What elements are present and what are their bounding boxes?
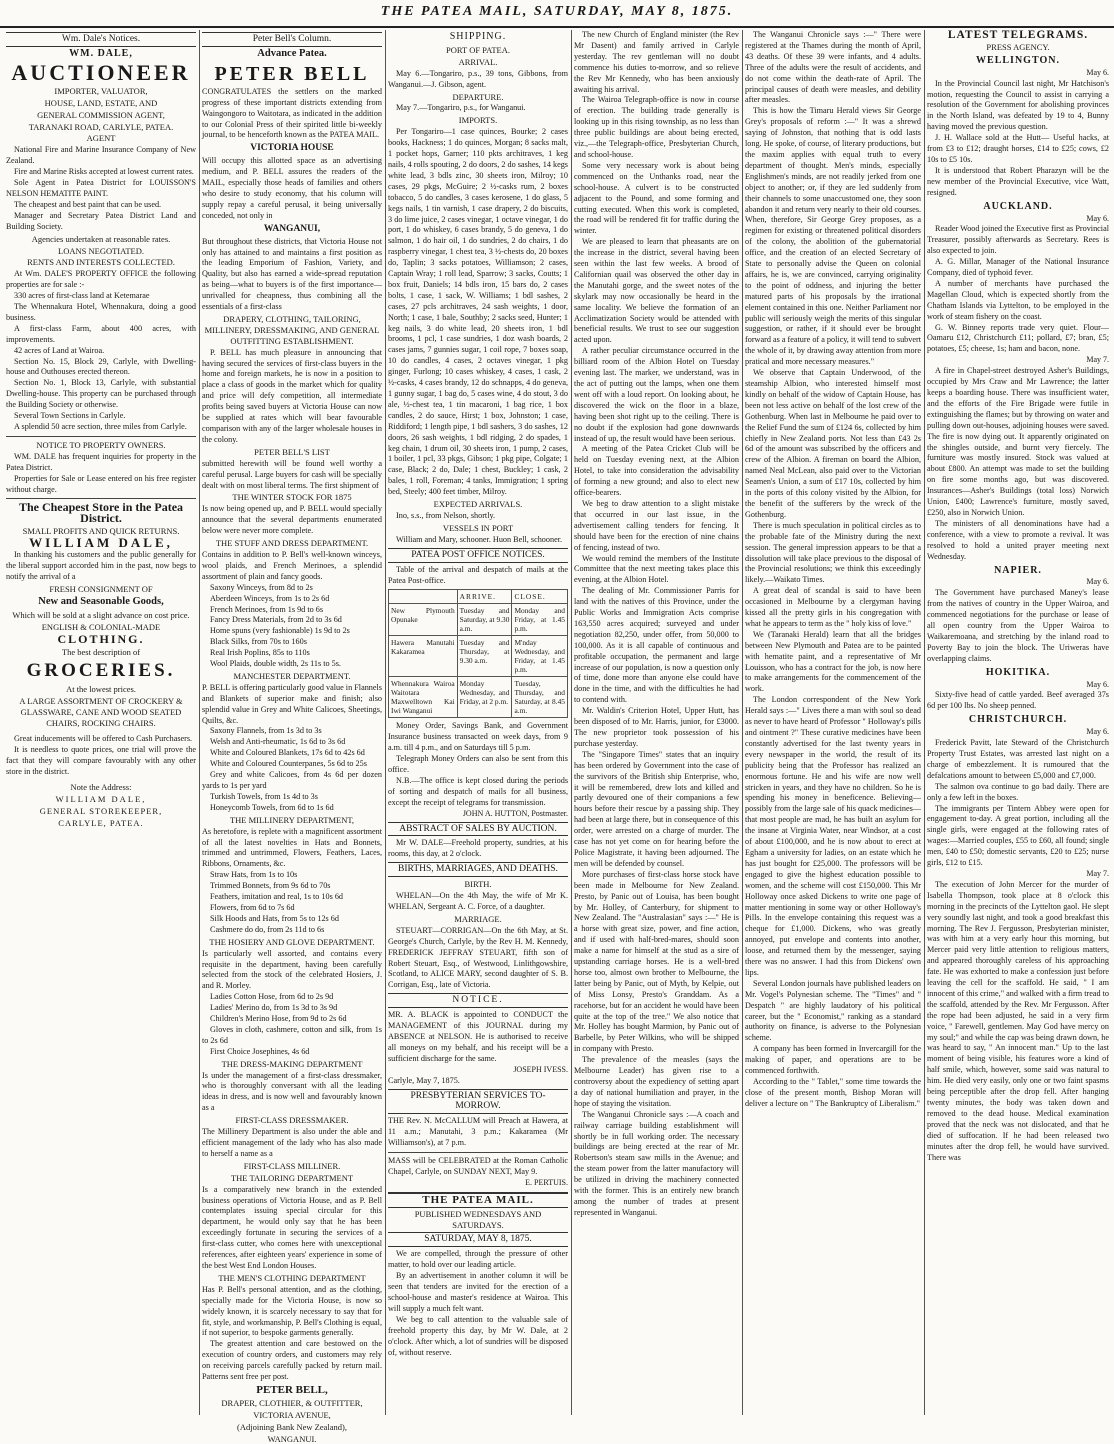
signature-address: (Adjoining Bank New Zealand), bbox=[237, 1421, 347, 1432]
lowest-prices: At the lowest prices. bbox=[66, 684, 136, 695]
intro-text: CONGRATULATES the settlers on the marked progress of these important districts extending from Waingongoro to Waitotara, as indicated in the addition to our Colonial Press of their spirited little bi-weekly journal, to be henceforth known as the PATEA MAIL. bbox=[202, 86, 382, 140]
table-row bbox=[389, 636, 568, 677]
table-row bbox=[389, 677, 568, 718]
fresh-consignment: FRESH CONSIGNMENT OF bbox=[49, 583, 153, 594]
ad-line: The cheapest and best paint that can be used. bbox=[14, 199, 162, 209]
telegrams-heading: LATEST TELEGRAMS. bbox=[947, 29, 1089, 41]
victoria-text: Will occupy this allotted space as an advertising medium, and P. BELL assures the readers of the MAIL, especially those heads of families and others who desire to study economy, that his column will supply repay a careful perusal, it being universally conceded, not only in bbox=[202, 156, 382, 220]
news-paragraph: A company has been formed in Invercargill for the making of paper, and operations are to be commenced forthwith. bbox=[745, 1044, 921, 1076]
news-paragraph: The "Singapore Times" states that an inquiry has been ordered by Government into the case of the survivors of the British ship Enterprise, who, it will be remembered, drew lots and killed and partly devoured one of their companions a few hours before their rescue by a passing ship. They had been at large there, but in consequence of this order, were arrested on a charge of murder. The case has not yet come on for hearing before the Police Magistrate, it having been adjourned. The men will be defended by counsel. bbox=[574, 749, 739, 868]
telegram-date: May 7. bbox=[1086, 355, 1109, 365]
william-dale-name: WILLIAM DALE, bbox=[29, 535, 173, 551]
telegram-date: May 6. bbox=[1086, 67, 1109, 77]
abstract-text: Mr W. DALE—Freehold property, sundries, at his rooms, this day, at 2 o'clock. bbox=[388, 838, 568, 859]
property-item: Section No. 1, Block 13, Carlyle, with substantial Dwelling-house. This property can be purchased through the Building Society or otherwise. bbox=[6, 378, 196, 410]
ad-line: LOANS NEGOTIATED. bbox=[58, 245, 144, 256]
news-paragraph: A great deal of scandal is said to have been occasioned in Melbourne by a clergyman having kissed all the pretty girls in his congregation with what he appears to term as the " holy kiss of love." bbox=[745, 586, 921, 628]
notice-text: MR. A. BLACK is appointed to CONDUCT the MANAGEMENT of this JOURNAL during my ABSENCE at NELSON. He is authorised to receive all moneys on my behalf, and his receipt will be a sufficient discharge for the same. bbox=[388, 1010, 568, 1063]
place-heading: HOKITIKA. bbox=[985, 666, 1051, 678]
imports-text: Per Tongariro—1 case quinces, Bourke; 2 cases books, Hackness; 1 do quinces, Morgan; 8 sacks malt, 1 pocket hops, Garner; 110 pkts architraves, 1 keg nails, 4 rolls spouting, 2 do doors, 2 do sashes, 14 kegs white lead, 3 bdls zinc, 30 sheets iron, Milroy; 10 cases, 29 pkgs, McGuire; 2 ½-casks rum, 2 boxes tobacco, 5 do candles, 3 cases kerosene, 1 do glass, 5 kegs nails, 1 tin varnish, 1 case drapery, 2 do biscuits, 3 do lime juice, 2 cases vinegar, 1 octave vinegar, 1 do port, 1 do whiskey, 6 cases brandy, 5 do geneva, 1 do salmon, 1 do hair oil, 1 do sundries, 2 do chairs, 1 do raspberry vinegar, 1 chest tea, 3 ½-chests do, 20 boxes do, Taplin; 3 sacks potatoes, Williamson; 2 cases, Captain Wray; 1 roll lead, Sparrow; 3 sacks, Coutts; 1 box fruit, Daniels; 14 bdls iron, 15 bars do, 2 cases bolts, 1 case, 1 sack, W. Williams; 1 bdl sashes, 2 cases, 27 pcls architraves, 24 sash weights, 1 door, North; 1 case, 1 bale, Southby; 2 sacks seed, Hunter; 1 keg nails, 3 do white lead, 20 sheets iron, 1 bdl brooms, 1 pcl, 1 case sundries, 1 doz wash boards, 2 cases jams, 7 gunnies sugar, 1 coil rope, 7 boxes soap, 10 do candles, 4 cases, 2 octaves vinegar, 1 pkg ginger, Furlong; 10 cases whiskey, 4 cases, 1 cask, 2 ½-casks, 4 cases brandy, 12 do schnapps, 4 do geneva, 1 gunny sugar, 1 bag do, 5 cases wine, 4 do stout, 3 do ale, ½-chest tea, 1 tin macaroni, 1 bag rice, 1 box candles, 2 do sauce, Hirst; 1 box, Johnston; 1 case, Riddiford; 1 length pipe, 1 bdl sashers, 3 do sashes, 12 doors, 26 sash weights, 1 bdl ridging, 2 do spades, 1 keg chain, 1 drum oil, 30 sheets iron, 1 pump, 2 cases, 1 boiler, 1 pcl, 33 pkgs, Gibson; 1 pkg pipe, Colgate; 1 case, Black; 2 do, Dale; 1 chest, Buckley; 1 cask, 2 bales, 1 roll, Foreman; 4 tanks, Immigration; 1 spring bed, Steely; 400 feet timber, Milroy. bbox=[388, 127, 568, 497]
price-item: Children's Merino Hose, from 9d to 2s 6d bbox=[210, 1014, 347, 1024]
in-port-text: William and Mary, schooner. Huon Bell, schooner. bbox=[396, 534, 563, 544]
signature-name: PETER BELL, bbox=[256, 1383, 328, 1396]
signature-address: VICTORIA AVENUE, bbox=[253, 1409, 331, 1420]
in-port-heading: VESSELS IN PORT bbox=[442, 522, 514, 533]
postmaster: JOHN A. HUTTON, Postmaster. bbox=[462, 808, 568, 818]
stuff-text: Contains in addition to P. Bell's well-known winceys, wool plaids, and French Merinoes, a splendid assortment of plain and fancy goods. bbox=[202, 549, 382, 581]
mass-text: MASS will be CELEBRATED at the Roman Catholic Chapel, Carlyle, on SUNDAY NEXT, May 9. bbox=[388, 1156, 568, 1176]
telegram-text: The immigrants per Tintern Abbey were open for engagement to-day. A great portion, including all the single girls, were engaged at the following rates of wages:—Married couples, £55 to £60, all found; single men, £40 to £50; domestic servants, £20 to £25; nurse girls, £12 to £15. bbox=[927, 803, 1109, 868]
column-rule bbox=[924, 30, 925, 1415]
table-cell: Tuesday and Saturday, at 9.30 a.m. bbox=[457, 604, 512, 636]
telegram-date: May 6. bbox=[1086, 679, 1109, 689]
column-peter-bell bbox=[202, 30, 382, 1444]
price-item: Silk Hoods and Hats, from 5s to 12s 6d bbox=[210, 913, 339, 923]
column-rule bbox=[742, 30, 743, 1415]
telegram-date: May 6. bbox=[1086, 213, 1109, 223]
telegram-text: The execution of John Mercer for the murder of Isabella Thompson, took place at 8 o'clock this morning in the precincts of the Lyttelton gaol. He slept very soundly last night, and took a good breakfast this morning. The Rev J. Fergusson, Presbyterian minister, was with him at a very early hour this morning, but Mercer paid very little attention to religious matters, and appeared thoroughly careless of his approaching fate. He was exhorted to make a confession just before leaving the cell for the scaffold. He said, " I am innocent of this crime," and walked with a firm tread to the scaffold, attended by the Rev. Mr Fergusson. After the rope had been adjusted, he said in a very firm voice, " Farewell, gentlemen. May God have mercy on my soul;" and while the cap was being drawn down, he was heard to say, " An innocent man." Up to the last moment of being visible, his features wore a kind of half smile, which, however, some said was natural to him. He died very easily, only one or two faint spasms being perceptible after the drop fell. After hanging twenty minutes, the body was taken down and removed to the dead house. Medical examination proved that the neck was not dislocated, and that he died of suffocation. If he had been released two minutes after the drop fell, he would have survived. There was bbox=[927, 879, 1109, 1162]
marriage-text: STEUART—CORRIGAN—On the 6th May, at St. George's Church, Carlyle, by the Rev H. M. Kennedy, FREDERICK JEFFRAY STEUART, fifth son of Robert Steuart, Esq., of Westwood, Linlithgowshire, Scotland, to ALICE MARY, second daughter of S. B. Corrigan, Esq., late of Victoria. bbox=[388, 925, 568, 990]
ad-line: Fire and Marine Risks accepted at lowest current rates. bbox=[14, 167, 194, 177]
winter-heading: THE WINTER STOCK FOR 1875 bbox=[232, 492, 352, 503]
price-item: White and Coloured Counterpanes, 5s 6d to 25s bbox=[210, 759, 367, 769]
hosiery-heading: THE HOSIERY AND GLOVE DEPARTMENT. bbox=[209, 936, 375, 947]
price-item: French Merinoes, from 1s 9d to 6s bbox=[210, 604, 324, 614]
telegram-text: Sixty-five head of cattle yarded. Beef averaged 37s 6d per 100 lbs. No sheep penned. bbox=[927, 690, 1109, 711]
news-paragraph: The dealing of Mr. Commissioner Parris for land with the natives of this Province, under the Public Works and Immigration Acts comprise 163,550 acres acquired; surveyed and under negotiation 82,250, under offer, from 50,000 to 100,000. As it is all capable of continuous and profitable occupation, the permanent and large increase of our population, is now a question only of time, done more than anyone else could have done in the time, and with the difficulties he had to contend with. bbox=[574, 586, 739, 705]
table-cell: Monday Wednesday, and Friday, at 2 p.m. bbox=[457, 677, 512, 718]
telegraph: Telegraph Money Orders can also be sent from this office. bbox=[388, 754, 568, 775]
expected-text: Ino, s.s., from Nelson, shortly. bbox=[396, 510, 496, 520]
shipping-heading: SHIPPING. bbox=[449, 31, 507, 42]
telegram-text: Frederick Pavitt, late Steward of the Christchurch Property Trust Estates, was arrested last night on a charge of embezzlement. It is rumoured that the defalcations amount to between £5,000 and £7,000. bbox=[927, 738, 1109, 780]
news-paragraph: Mr. Waldin's Criterion Hotel, Upper Hutt, has been disposed of to Mr. Harris, junior, for £3000. The new proprietor took possession of his purchase yesterday. bbox=[574, 706, 739, 748]
notice-date: Carlyle, May 7, 1875. bbox=[388, 1075, 460, 1085]
telegram-date: May 7. bbox=[1086, 868, 1109, 878]
table-row bbox=[389, 604, 568, 636]
telegram-text: In the Provincial Council last night, Mr Hatchison's motion, requesting the Council to assist in carrying a resolution of the Government for abolishing provinces in the North Island, was defeated by 19 to 4, Bunny having moved the previous question. bbox=[927, 78, 1109, 132]
stuff-heading: THE STUFF AND DRESS DEPARTMENT. bbox=[215, 538, 369, 549]
list-text: submitted herewith will be found well worthy a careful perusal. Large buyers for cash will be specially dealt with on most liberal terms. The first shipment of bbox=[202, 458, 382, 490]
ad-line: Agencies undertaken at reasonable rates. bbox=[31, 233, 171, 244]
property-item: A first-class Farm, about 400 acres, with improvements. bbox=[6, 323, 196, 344]
table-cell: New Plymouth Opunake bbox=[389, 604, 458, 636]
dressmaking-text: Is under the management of a first-class dressmaker, who is thoroughly conversant with all the leading ideas in dress, and is now well and favourably known as a bbox=[202, 1070, 382, 1113]
william-text: In thanking his customers and the public generally for the liberal support accorded him in the past, now begs to notify the arrival of a bbox=[6, 550, 196, 581]
ad-line: IMPORTER, VALUATOR, bbox=[54, 85, 148, 96]
price-item: White and Coloured Blankets, 17s 6d to 42s 6d bbox=[210, 748, 365, 758]
price-list bbox=[202, 583, 382, 670]
wanganui-text: But throughout these districts, that Victoria House not only has attained to and maintains a first position as the leading Emporium of Fashion, Variety, and Quality, but also has earned a wide-spread reputation as being—what to buyers is of the first importance—unrivalled for cheapness, thus combining all the essentials of a first-class bbox=[202, 236, 382, 312]
price-item: Turkish Towels, from 1s 4d to 3s bbox=[210, 791, 318, 801]
notice-heading: NOTICE TO PROPERTY OWNERS. bbox=[36, 439, 166, 450]
price-item: Home spuns (very fashionable) 1s 9d to 2s bbox=[210, 626, 350, 636]
dressmaking-heading: THE DRESS-MAKING DEPARTMENT bbox=[221, 1058, 363, 1069]
news-paragraph: This is how the Timaru Herald views Sir George Grey's proposals of reform :—" It was a shrewd saying of Johnston, that nothing that is odd lasts long. He spoke, of course, of literary productions, but the maxim applies with equal truth to every department of thought. Men's minds, especially Englishmen's minds, are not readily jerked from one object to another; or, if they are led suddenly from their channels to some unaccustomed one, they soon abandon it and return very nearly to their old courses. When, therefore, Sir George Grey proposes, as a regimen for existing or threatened political disorders of the colony, the abolition of the gubernatorial office, and the creation of an elected Secretary of State to personally advise the Queen on colonial affairs, he is, we are convinced, carrying originality to the point of oddness, and injuring the better matured parts of his proposals by the irrational element contained in this one. Neither Parliament nor public will seriously weigh the merits of this singular suggestion, or rather, if it should ever be brought forward as a feature of a policy, it will tend to subvert the whole of it, by drawing away attention from more pratical and more necessary measures." bbox=[745, 106, 921, 367]
notice-heading: NOTICE. bbox=[388, 993, 568, 1008]
hosiery-text: Is particularly well assorted, and contains every requisite in the department, having been carefully selected from the stock of the celebrated Hosiers, J. and R. Morley. bbox=[202, 948, 382, 991]
price-item: Aberdeen Winceys, from 1s to 2s 6d bbox=[210, 593, 330, 603]
table-header-row bbox=[389, 590, 568, 604]
ad-line: HOUSE, LAND, ESTATE, AND bbox=[44, 97, 158, 108]
property-item: A splendid 50 acre section, three miles from Carlyle. bbox=[14, 422, 187, 431]
telegram-date: May 6. bbox=[1086, 577, 1109, 587]
money-order: Money Order, Savings Bank, and Government Insurance business transacted on week days, from 9 a.m. till 4 p.m., and on Saturdays till 5 p.m. bbox=[388, 721, 568, 753]
place-heading: WELLINGTON. bbox=[976, 54, 1060, 66]
price-item: Black Silks, from 70s to 160s bbox=[210, 637, 307, 647]
fc-dress-text: The Millinery Department is also under the able and efficient management of the lady who has also made to herself a name as a bbox=[202, 1127, 382, 1158]
price-item: Saxony Flannels, from 1s 3d to 3s bbox=[210, 726, 322, 736]
arrival-text: May 6.—Tongariro, p.s., 39 tons, Gibbons, from Wanganui.—J. Gibson, agent. bbox=[388, 68, 568, 89]
price-item: Saxony Winceys, from 8d to 2s bbox=[210, 582, 313, 592]
ad-line: AGENT bbox=[86, 133, 116, 144]
departure-heading: DEPARTURE. bbox=[452, 91, 504, 102]
column-local-news bbox=[574, 30, 739, 1415]
note-address: Note the Address: bbox=[70, 782, 132, 793]
millinery-text: As heretofore, is replete with a magnificent assortment of all the latest novelties in Hats and Bonnets, trimmed and untrimmed, Flowers, Feathers, Laces, Ribbons, Ornaments, &c. bbox=[202, 826, 382, 869]
auctioneer-title: AUCTIONEER bbox=[11, 59, 191, 85]
tailoring-text: Is a comparatively new branch in the extended business operations of Victoria House, and as P. Bell contemplates issuing special circular for this department, he would only say that he has been exceedingly fortunate in securing the services of a first-class cutter, who comes here with unexceptional references, after eighteen years' experience in some of the best West End London Houses. bbox=[202, 1184, 382, 1270]
presbyterian-text: THE Rev. N. McCALLUM will Preach at Hawera, at 11 a.m.; Manutahi, 3 p.m.; Kakaramea (Mr Williamson's), at 7 p.m. bbox=[388, 1116, 568, 1148]
telegram-text: The ministers of all denominations have had a conference, with a view to promote a revival. It was resolved to hold a united prayer meeting next Wednesday. bbox=[927, 518, 1109, 561]
column-rule bbox=[199, 30, 200, 1415]
property-item: Section No. 15, Block 29, Carlyle, with Dwelling-house and Outhouses erected thereon. bbox=[6, 356, 196, 377]
price-item: Fancy Dress Materials, from 2d to 3s 6d bbox=[210, 615, 342, 625]
press-agency: PRESS AGENCY. bbox=[986, 41, 1050, 52]
sold-at: Which will be sold at a slight advance on cost price. bbox=[12, 609, 190, 620]
price-item: Feathers, imitation and real, 1s to 10s 6d bbox=[210, 892, 344, 902]
fc-milliner: FIRST-CLASS MILLINER. bbox=[243, 1160, 341, 1171]
telegram-date: May 6. bbox=[1086, 727, 1109, 737]
news-paragraph: The new Church of England minister (the Rev Mr Dasent) and family arrived in Carlyle yesterday. The rev gentleman will no doubt commence his duties to-morrow, and so relieve the Rev Mr Kennedy, who has been anxiously awaiting his arrival. bbox=[574, 30, 739, 94]
address-line: GENERAL STOREKEEPER, bbox=[39, 806, 163, 817]
editorial-paragraph: We beg to call attention to the valuable sale of freehold property this day, by Mr W. Dale, at 2 o'clock. After which, a lot of sundries will be disposed of, without reserve. bbox=[388, 1314, 568, 1357]
editorial-paragraph: By an advertisement in another column it will be seen that tenders are invited for the erection of a school-house and master's residence at Wairoa. This will supply a much felt want. bbox=[388, 1271, 568, 1313]
port-heading: PORT OF PATEA. bbox=[446, 44, 510, 55]
ad-line: Manager and Secretary Patea District Land and Building Society. bbox=[6, 210, 196, 231]
price-item: Wool Plaids, double width, 2s 11s to 5s. bbox=[210, 659, 341, 669]
table-cell: Whennakura Wairoa Waitotara Maxwelltown Kai Iwi Wanganui bbox=[389, 677, 458, 718]
cheapest-store-heading: The Cheapest Store in the Patea District. bbox=[18, 500, 184, 526]
table-cell: M'nday Wednesday, and Friday, at 1.45 p.m. bbox=[512, 636, 568, 677]
column-telegrams bbox=[927, 30, 1109, 1415]
manchester-heading: MANCHESTER DEPARTMENT. bbox=[233, 670, 351, 681]
bmd-heading: BIRTHS, MARRIAGES, AND DEATHS. bbox=[388, 862, 568, 877]
issue-date: SATURDAY, MAY 8, 1875. bbox=[388, 1232, 568, 1247]
property-item: The Whennakura Hotel, Whennakura, doing a good business. bbox=[6, 302, 196, 322]
news-paragraph: Several London journals have published leaders on Mr. Vogel's Polynesian scheme. The "Times" and " Despatch " are highly laudatory of his political career, but the " Economist," ranking as a standard authority on finance, is adverse to the Polynesian scheme. bbox=[745, 978, 921, 1043]
patea-mail-heading: THE PATEA MAIL. bbox=[388, 1192, 568, 1208]
news-paragraph: The Wanganui Chronicle says :—A coach and railway carriage building establishment will shortly be in full working order. The necessary buildings are being erected at the rear of Mr. Robertson's steam saw mills in the Avenue; and the steam power from the latter manufactory will be utilized in driving the machinery connected with the former. This is an entirely new branch among the number of trades at present represented in Wanganui. bbox=[574, 1109, 739, 1217]
telegram-text: A number of merchants have purchased the Magellan Cloud, which is expected shortly from the Chatham Islands via Lyttelton, to be employed in the work of steam fishery on the coast. bbox=[927, 278, 1109, 321]
expected-heading: EXPECTED ARRIVALS. bbox=[433, 499, 523, 510]
table-header: CLOSE. bbox=[512, 590, 568, 604]
ad-line: National Fire and Marine Insurance Company of New Zealand. bbox=[6, 145, 196, 166]
telegram-text: A. G. Millar, Manager of the National Insurance Company, died of typhoid fever. bbox=[927, 257, 1109, 278]
news-paragraph: We beg to draw attention to a slight mistake that occurred in our last issue, in the advertisement calling tenders for fencing. It should have been for the erection of nine chains of fencing, instead of two. bbox=[574, 498, 739, 552]
advance-patea: Advance Patea. bbox=[257, 47, 327, 59]
price-item: First Choice Josephines, 4s 6d bbox=[210, 1046, 310, 1056]
notice-signature: JOSEPH IVESS. bbox=[513, 1064, 568, 1074]
inducements: Great inducements will be offered to Cash Purchasers. bbox=[14, 733, 193, 743]
telegram-text: J. H. Wallace sold at the Hutt— Useful hacks, at from £3 to £12; draught horses, £14 to £25; cows, £2 10s to £5 10s. bbox=[927, 133, 1109, 164]
column-shipping bbox=[388, 30, 568, 1415]
post-office-heading: PATEA POST OFFICE NOTICES. bbox=[388, 548, 568, 563]
wanganui: WANGANUI, bbox=[263, 223, 321, 234]
victoria-house: VICTORIA HOUSE bbox=[250, 143, 334, 154]
news-paragraph: The prevalence of the measles (says the Melbourne Leader) has given rise to a controversy about the expediency of setting apart a day of national humiliation and prayer, in the hope of staying the visitation. bbox=[574, 1055, 739, 1108]
telegram-text: The salmon ova continue to go bad daily. There are only a few left in the boxes. bbox=[927, 781, 1109, 802]
price-list bbox=[202, 726, 382, 813]
table-cell: Hawera Manutahi Kakaramea bbox=[389, 636, 458, 677]
news-paragraph: We (Taranaki Herald) learn that all the bridges between New Plymouth and Patea are to be painted with hematite paint, and a representative of Mr Louisson, who has a contract for the job, is now here to make arrangements for the commencement of the work. bbox=[745, 629, 921, 694]
notice-text: WM. DALE has frequent inquiries for property in the Patea District. bbox=[6, 451, 196, 472]
table-header: ARRIVE. bbox=[457, 590, 512, 604]
news-paragraph: Some very necessary work is about being commenced on the Unthanks road, near the school-house. A culvert is to be constructed adjacent to the Pound, and some forming and cutting executed. When this work is completed, the road will be rendered fit for traffic during the winter. bbox=[574, 160, 739, 236]
tailoring-heading: THE TAILORING DEPARTMENT bbox=[230, 1172, 354, 1183]
telegram-text: G. W. Binney reports trade very quiet. Flour—Oamaru £12, Christchurch £11; pollard, £7; bran, £5; potatoes, £5; cheese, 1s; ham and bacon, none. bbox=[927, 322, 1109, 354]
price-item: Trimmed Bonnets, from 9s 6d to 70s bbox=[210, 881, 331, 891]
fc-dressmaker: FIRST-CLASS DRESSMAKER. bbox=[235, 1115, 349, 1126]
column-header: Peter Bell's Column. bbox=[202, 32, 382, 47]
price-item: Cashmere do do, from 2s 11d to 6s bbox=[210, 924, 325, 934]
mens-text: Has P. Bell's personal attention, and as the clothing, specially made for the Victoria House, is now so widely known, it is scarcely necessary to say that for fit, style, and workmanship, P. Bell's Clothing is equal, if not superior, to bespoke garments generally. bbox=[202, 1284, 382, 1338]
news-paragraph: We observe that Captain Underwood, of the steamship Albion, who interested himself most kindly on behalf of the widow of Captain House, has been not less active on behalf of the lost crew of the Gothenburg. When last in Melbourne he paid over to the Relief Fund the sum of £124 6s, collected by him chiefly in New Zealand ports. Not less than £43 2s 6d of the amount was subscribed by the officers and crew of the Albion. A fireman on board the Albion, named Neal McLean, also paid over to the Victorian Seamen's Union, a sum of £17 10s, collected by him in the ports of this colony visited by the Albion, for the benefit of the sufferers by the wreck of the Gothenburg. bbox=[745, 368, 921, 519]
news-paragraph: We would remind the members of the Institute Committee that the next meeting takes place this evening, at the Albion Hotel. bbox=[574, 553, 739, 585]
new-goods: New and Seasonable Goods, bbox=[38, 595, 164, 607]
telegram-text: A fire in Chapel-street destroyed Asher's Buildings, occupied by Mrs Craw and Mr Lawrence; the latter keeps a boarding house. There was insufficient water, and the efforts of the Fire Brigade were futile in extinguishing the flames; but by throwing on water and pulling down out-houses, adjoining houses were saved. The fire is now dying out. It apparently originated on the shingles outside, and burnt very fiercely. The furniture was mostly insured. Stock was valued at about £800. An attempt was made to set the building on fire some months ago, but was discovered. Insurances—Asher's Buildings (total loss) Norwich Union, £400; Lawrence's furniture, mostly saved, £250, also in Norwich Union. bbox=[927, 366, 1109, 517]
list-heading: PETER BELL'S LIST bbox=[254, 446, 330, 457]
address-line: CARLYLE, PATEA. bbox=[58, 818, 144, 829]
marriage-heading: MARRIAGE. bbox=[454, 913, 502, 924]
news-paragraph: More purchases of first-class horse stock have been made in Melbourne for New Zealand. Presto, by Panic out of Louisa, has been bought by Mr. Holley, of Canterbury, for shipment to New Zealand. The "Australasian" says :—" He is a horse with great size, power, and fine action, and if used with half-bred-mares, should soon make a name for himself at the stud as a sire of upstanding carriage horses. He is a well-bred horse too, almost own brother to Melbourne, the latter being by Panic, out of Myth, by Kelpie, out of Miss Lonsy, Presto's Granddam. As a racehorse, but for an accident he would have been quite at the top of the tree." We also notice that Mr. Holley has bought Marmion, by Panic out of Barbelle, by Peter Wilkins, who will be shipped in company with Presto. bbox=[574, 869, 739, 1054]
signature-title: DRAPER, CLOTHIER, & OUTFITTER, bbox=[221, 1397, 363, 1408]
price-item: Real Irish Poplins, 85s to 110s bbox=[210, 648, 310, 658]
imports-heading: IMPORTS. bbox=[458, 115, 498, 126]
news-paragraph: We are pleased to learn that pheasants are on the increase in the district, several having been seen within the last few weeks. A brood of Californian quail was observed the other day in the Manutahi gorge, and the sweet notes of the skylark may now occasionally be heard in the same locality. We believe the formation of an Acclimatization Society would be attended with beneficial results. We trust to see our suggestion acted upon. bbox=[574, 237, 739, 345]
property-item: 42 acres of Land at Wairoa. bbox=[14, 345, 105, 355]
table-cell: Tuesday, Thursday, and Saturday, at 8.45 a.m. bbox=[512, 677, 568, 718]
telegram-text: Reader Wood joined the Executive first as Provincial Treasurer, possibly afterwards as Secretary. Rees is also expected to join. bbox=[927, 224, 1109, 256]
place-heading: AUCKLAND. bbox=[983, 200, 1053, 212]
news-paragraph: The London correspondent of the New York Herald says :—" Lives there a man with soul so dead as never to have heard of Professor " Holloway's pills and ointment ?" These curative medicines have been constantly advertised for the last twenty years in every newspaper in the world, the result of its publicity being that the Professor has realized an enormous fortune. He and his wife are now well stricken in years, and they have no children. So he is spending his money in beneficence. Believing—possibly from the large sale of his quack medicines—that most people are mad, he has built an asylum for the insane at Virginia Water, near Windsor, at a cost of about £100,000, and he is now about to erect at Egham a university for ladies, on an estate which he has just bought for £25,000. The professors will be engaged to give the highest education possible to women, and the scheme will cost £150,000. This Mr Holloway once asked Dickens to write one page of matter mentioning in some way or other Holloway's Pills. In the envelope containing this request was a cheque for £1,000. Dickens, who was greatly annoyed, put envelope and contents into another, loose, and returned them by the messenger, saying there was no answer. I had this from Dickens' own lips. bbox=[745, 695, 921, 977]
price-item: Straw Hats, from 1s to 10s bbox=[210, 870, 298, 880]
news-paragraph: According to the " Tablet," some time towards the close of the present month, Bishop Moran will deliver a lecture on " The Bankruptcy of Liberalism." bbox=[745, 1077, 921, 1108]
news-paragraph: The Wanganui Chronicle says :—" There were registered at the Thames during the month of April, 43 deaths. Of these 39 were infants, and 4 adults. Three of the adults were the result of accidents, and do not come within the death-rate of April. The principal causes of death were measles, and debility after measles. bbox=[745, 30, 921, 105]
attention-text: The greatest attention and care bestowed on the execution of country orders, and customers may rely on receiving parcels carefully packed by return mail. Patterns sent free per post. bbox=[202, 1339, 382, 1382]
drapery-heading: DRAPERY, CLOTHING, TAILORING, MILLINERY, DRESSMAKING, AND GENERAL OUTFITTING ESTABLISHMENT. bbox=[204, 313, 380, 346]
ad-line: TARANAKI ROAD, CARLYLE, PATEA. bbox=[28, 121, 174, 132]
needless: It is needless to quote prices, one trial will prove the fact that they will compare favourably with any other store in the district. bbox=[6, 744, 196, 776]
price-item: Honeycomb Towels, from 6d to 1s 6d bbox=[210, 802, 334, 812]
price-list bbox=[202, 992, 382, 1057]
mass-signature: E. PERTUIS. bbox=[525, 1177, 568, 1187]
property-item: 330 acres of first-class land at Ketemarae bbox=[14, 291, 150, 301]
price-item: Welsh and Anti-rheumatic, 1s 6d to 3s 6d bbox=[210, 737, 346, 747]
column-header: Wm. Dale's Notices. bbox=[6, 32, 196, 47]
drapery-text: P. BELL has much pleasure in announcing that having secured the services of first-class buyers in the home and foreign markets, he is now in a position to place a class of goods in the market which for quality and price will defy competition, all intermediate profits being saved buyers at Victoria House can now be supplied at rates which will bear favourable comparison with any of the larger wholesale houses in the colony. bbox=[202, 347, 382, 444]
manchester-text: P. BELL is offering particularly good value in Flannels and Blankets of superior make and finish; also splendid value in Grey and White Calicoes, Sheetings, Quilts, &c. bbox=[202, 682, 382, 725]
presbyterian-heading: PRESBYTERIAN SERVICES TO-MORROW. bbox=[388, 1089, 568, 1115]
column-dale-notices bbox=[6, 30, 196, 1415]
price-item: Flowers, from 6d to 7s 6d bbox=[210, 902, 295, 912]
table-header bbox=[389, 590, 458, 604]
arrival-heading: ARRIVAL. bbox=[458, 56, 498, 67]
nb-text: N.B.—The office is kept closed during the periods of sorting and despatch of mails for all business, except the receipt of telegrams for transmission. bbox=[388, 775, 568, 807]
birth-text: WHELAN—On the 4th May, the wife of Mr K. WHELAN, Sergeant A. C. Force, of a daughter. bbox=[388, 891, 568, 911]
ad-line: Sole Agent in Patea District for LOUISSON'S NELSON HEMATITE PAINT. bbox=[6, 178, 196, 198]
place-heading: CHRISTCHURCH. bbox=[968, 714, 1068, 726]
place-heading: NAPIER. bbox=[994, 564, 1042, 576]
departure-text: May 7.—Tongariro, p.s., for Wanganui. bbox=[396, 103, 526, 113]
news-paragraph: A rather peculiar circumstance occurred in the billiard room of the Albion Hotel on Tuesday evening last. The marker, we understand, was in the act of putting out the lamps, when one them went off with a loud report. On looking about, he discovered the wick on the floor in a blaze, having been shot right up to the ceiling. There is no doubt if the explosion had gone downwards instead of up, the result would have been serious. bbox=[574, 346, 739, 443]
peter-bell-title: PETER BELL bbox=[214, 62, 370, 85]
millinery-heading: THE MILLINERY DEPARTMENT, bbox=[229, 814, 355, 825]
mens-heading: THE MEN'S CLOTHING DEPARTMENT bbox=[218, 1272, 366, 1283]
masthead: THE PATEA MAIL, SATURDAY, MAY 8, 1875. bbox=[0, 4, 1114, 28]
price-list bbox=[202, 870, 382, 935]
column-rule bbox=[385, 30, 386, 1415]
price-item: Ladies' Merino do, from 1s 3d to 3s 9d bbox=[210, 1003, 338, 1013]
telegram-text: The Government have purchased Maney's lease from the natives of country in the Upper Wairoa, and commenced negotiations for the purchase or lease of all open country from the Upper Wairoa to Waikaremoana, and stretching by the inland road to Poverty Bay to join the block. The Uriweras have overlapping claims. bbox=[927, 588, 1109, 663]
winter-text: Is now being opened up, and P. BELL would specially announce that the several departments enumerated below were never more complete. bbox=[202, 504, 382, 536]
price-item: Grey and white Calicoes, from 4s 6d per dozen yards to 1s per yard bbox=[202, 770, 382, 790]
column-news-continued bbox=[745, 30, 921, 1415]
small-profits: SMALL PROFITS AND QUICK RETURNS. bbox=[22, 526, 180, 537]
property-item: Several Town Sections in Carlyle. bbox=[14, 411, 126, 421]
mail-schedule-table bbox=[388, 589, 568, 718]
ad-line: RENTS AND INTERESTS COLLECTED. bbox=[27, 257, 175, 268]
signature-town: WANGANUI. bbox=[267, 1433, 317, 1444]
price-item: Ladies Cotton Hose, from 6d to 2s 9d bbox=[210, 992, 334, 1002]
notice-text: Properties for Sale or Lease entered on his free register without charge. bbox=[6, 473, 196, 494]
english-colonial: ENGLISH & COLONIAL-MADE bbox=[41, 621, 161, 632]
clothing-heading: CLOTHING. bbox=[57, 632, 145, 647]
news-paragraph: The Wairoa Telegraph-office is now in course of erection. The building trade generally is looking up in this rising township, as no less than three public buildings are about being erected, viz.,—the Telegraph-office, Presbyterian Church, and school-house. bbox=[574, 95, 739, 159]
birth-heading: BIRTH. bbox=[464, 879, 492, 890]
table-cell: Monday and Friday, at 1.45 p.m. bbox=[512, 604, 568, 636]
telegram-text: It is understood that Robert Pharazyn will be the new member of the Provincial Executive, vice Watt, resigned. bbox=[927, 165, 1109, 197]
address-line: WILLIAM DALE, bbox=[55, 794, 147, 805]
crockery: A LARGE ASSORTMENT OF CROCKERY & GLASSWARE, CANE AND WOOD SEATED CHAIRS, ROCKING CHAIRS. bbox=[19, 696, 183, 728]
post-intro: Table of the arrival and despatch of mails at the Patea Post-office. bbox=[388, 564, 568, 585]
price-item: Gloves in cloth, cashmere, cotton and silk, from 1s to 2s 6d bbox=[202, 1024, 382, 1045]
best-desc: The best description of bbox=[61, 647, 141, 658]
advertiser-name: WM. DALE, bbox=[69, 47, 133, 59]
editorial-paragraph: We are compelled, through the pressure of other matter, to hold over our leading article. bbox=[388, 1249, 568, 1270]
ad-line: At Wm. DALE'S PROPERTY OFFICE the following properties are for sale :- bbox=[6, 269, 196, 290]
published-line: PUBLISHED WEDNESDAYS AND SATURDAYS. bbox=[414, 1208, 542, 1230]
groceries-heading: GROCERIES. bbox=[26, 660, 176, 682]
news-paragraph: There is much speculation in political circles as to the probable fate of the Ministry during the next session. The general impression appears to be that a dissolution will take place previous to the disposal of the Provincial resolutions; we think this exceedingly likely.—Waikato Times. bbox=[745, 520, 921, 585]
column-rule bbox=[571, 30, 572, 1415]
ad-line: GENERAL COMMISSION AGENT, bbox=[37, 109, 165, 120]
news-paragraph: A meeting of the Patea Cricket Club will be held on Tuesday evening next, at the Albion Hotel, to take into consideration the advisability of forming a new ground; and also to elect new office-bearers. bbox=[574, 444, 739, 498]
table-cell: Tuesday and Thursday, at 9.30 a.m. bbox=[457, 636, 512, 677]
abstract-heading: ABSTRACT OF SALES BY AUCTION. bbox=[388, 822, 568, 837]
